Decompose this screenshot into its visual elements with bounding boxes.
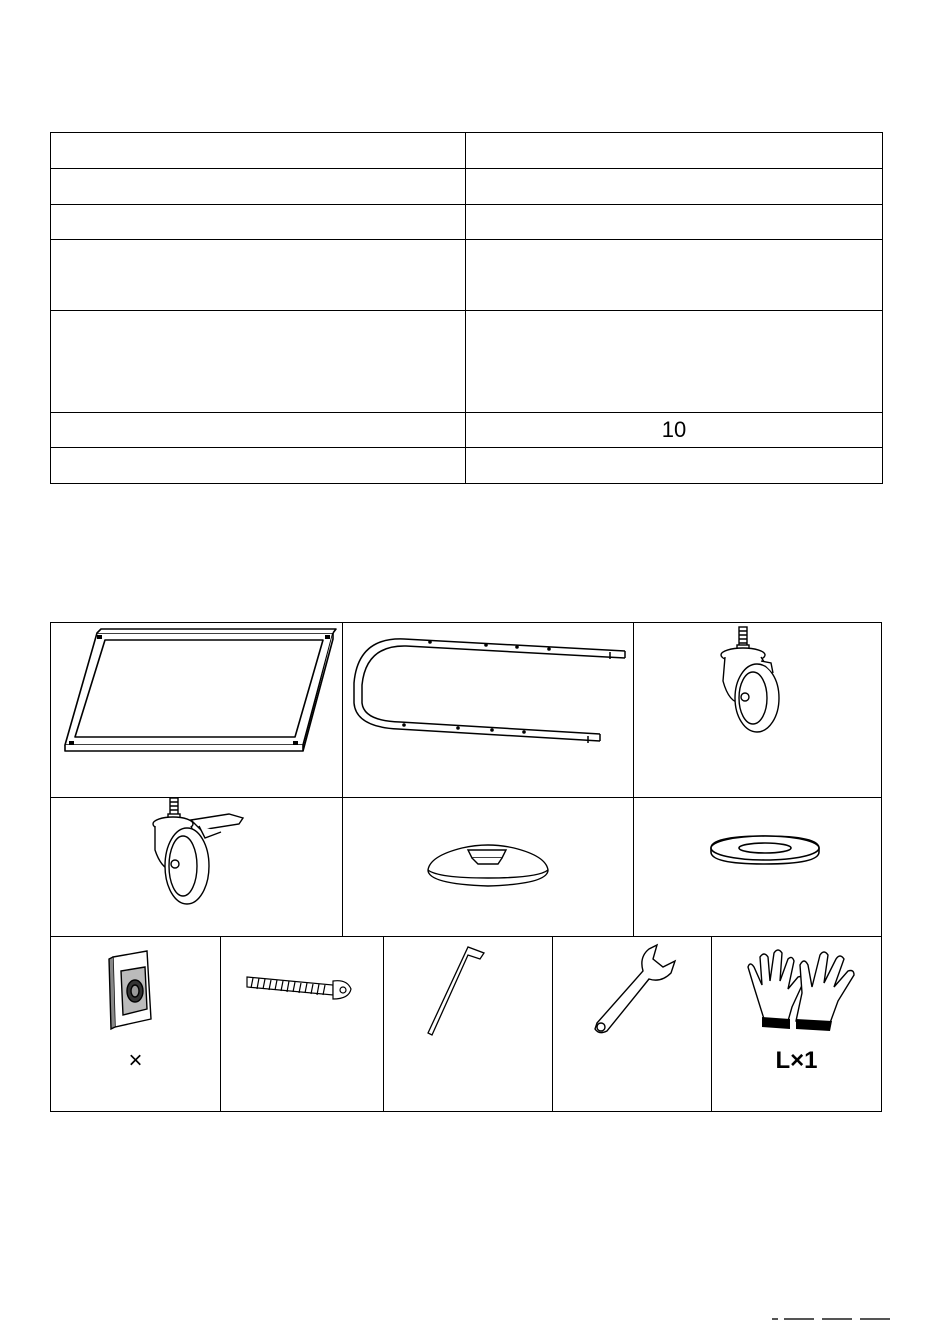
- part-u-frame: [342, 623, 633, 797]
- part-bracket: [51, 937, 220, 1112]
- bolt-icon: [221, 937, 383, 1112]
- allen-key-icon: [384, 937, 552, 1112]
- part-foot-cap: [342, 798, 633, 936]
- spec-value: 10: [466, 413, 883, 448]
- u-frame-icon: [342, 623, 633, 797]
- spec-label: [51, 240, 466, 311]
- gloves-icon: [712, 937, 881, 1112]
- table-row: [51, 413, 883, 448]
- parts-grid: [50, 622, 882, 1112]
- part-allen-key: [384, 937, 552, 1112]
- spec-label: [51, 205, 466, 240]
- spec-value: [466, 448, 883, 484]
- locking-caster-wheel-icon: [51, 798, 342, 936]
- bracket-nut-icon: [51, 937, 220, 1112]
- table-row: [51, 311, 883, 413]
- spec-label: [51, 133, 466, 169]
- spec-label: [51, 413, 466, 448]
- spec-value: [466, 205, 883, 240]
- part-caster: [633, 623, 881, 797]
- spec-table: [50, 132, 883, 484]
- spec-label: [51, 311, 466, 413]
- table-row: [51, 240, 883, 311]
- table-row: [51, 448, 883, 484]
- part-bolt: [221, 937, 383, 1112]
- rack-frame-icon: [51, 623, 342, 797]
- part-wrench: [553, 937, 711, 1112]
- part-gloves: [712, 937, 881, 1112]
- caster-wheel-icon: [633, 623, 881, 797]
- spec-value: [466, 240, 883, 311]
- gloves-qty-label: L×1: [775, 1047, 818, 1074]
- part-locking-caster: [51, 798, 342, 936]
- table-row: [51, 169, 883, 205]
- table-row: [51, 205, 883, 240]
- spec-value: [466, 133, 883, 169]
- part-rack-frame: [51, 623, 342, 797]
- spec-label: [51, 448, 466, 484]
- table-row: [51, 133, 883, 169]
- part-washer: [633, 798, 881, 936]
- spec-label: [51, 169, 466, 205]
- wrench-icon: [553, 937, 711, 1112]
- foot-cap-icon: [342, 798, 633, 936]
- spec-value: [466, 311, 883, 413]
- washer-icon: [633, 798, 881, 936]
- bracket-qty-label: ×: [128, 1047, 143, 1074]
- spec-value: [466, 169, 883, 205]
- page-footer-mark: [772, 1318, 892, 1321]
